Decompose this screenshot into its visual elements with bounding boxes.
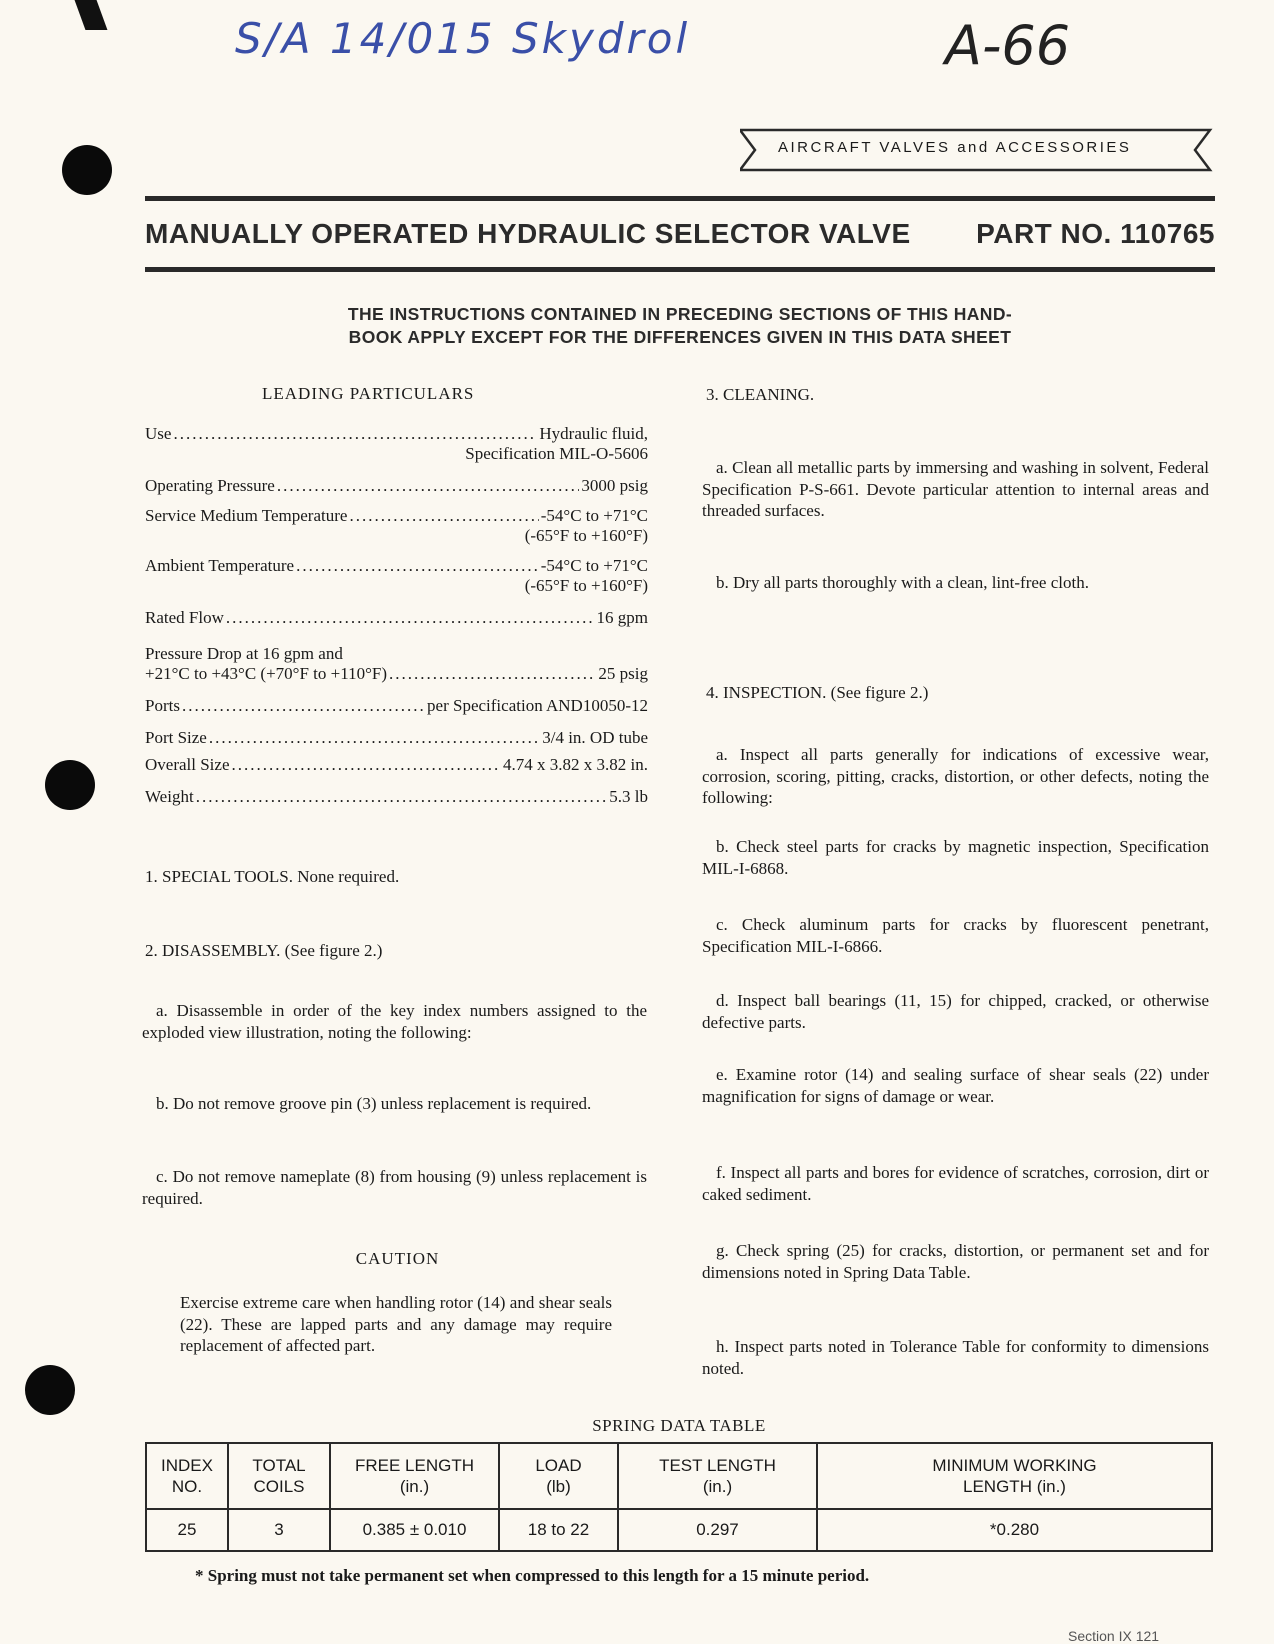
- header-coils: TOTAL COILS: [228, 1443, 330, 1509]
- header-test-length: TEST LENGTH (in.): [618, 1443, 817, 1509]
- particular-value: 25 psig: [598, 664, 648, 683]
- spring-data-table: [145, 1442, 1213, 1552]
- table-row: [146, 1509, 1212, 1551]
- header-load: LOAD (lb): [499, 1443, 618, 1509]
- particular-subvalue: (-65°F to +160°F): [524, 576, 648, 595]
- particular-value: 3/4 in. OD tube: [542, 728, 648, 747]
- page-footer: Section IX 121: [1068, 1628, 1160, 1644]
- particular-row: [145, 556, 648, 596]
- title-main: MANUALLY OPERATED HYDRAULIC SELECTOR VALVE: [145, 218, 911, 249]
- section-special-tools: 1. SPECIAL TOOLS. None required.: [145, 867, 400, 886]
- particular-value: 5.3 lb: [609, 787, 648, 806]
- table-footnote: * Spring must not take permanent set when compressed to this length for a 15 minute period.: [195, 1566, 870, 1585]
- dot-leader: [232, 755, 502, 775]
- punch-hole: [45, 760, 95, 810]
- intro-line: BOOK APPLY EXCEPT FOR THE DIFFERENCES GIVEN IN THIS DATA SHEET: [348, 327, 1012, 347]
- disassembly-c: c. Do not remove nameplate (8) from housing (9) unless replacement is required.: [142, 1167, 647, 1208]
- particular-label: Weight: [145, 787, 194, 806]
- inspection-g: g. Check spring (25) for cracks, distortion, or permanent set and for dimensions noted in Spring Data Table.: [702, 1241, 1209, 1282]
- particular-label: Ambient Temperature: [145, 556, 295, 575]
- particular-value: Hydraulic fluid,: [539, 424, 648, 443]
- section-inspection: 4. INSPECTION. (See figure 2.): [706, 683, 929, 702]
- caution-text: Exercise extreme care when handling rotor (14) and shear seals (22). These are lapped parts and any damage may require replacement of affected part.: [180, 1293, 612, 1355]
- particular-value: -54°C to +71°C: [540, 506, 648, 525]
- inspection-e: e. Examine rotor (14) and sealing surface of shear seals (22) under magnification for signs of damage or wear.: [702, 1065, 1209, 1106]
- dot-leader: [389, 664, 596, 684]
- dot-leader: [196, 787, 608, 807]
- section-cleaning: 3. CLEANING.: [706, 385, 815, 404]
- header-index: INDEX NO.: [146, 1443, 228, 1509]
- cell-min-working-length: *0.280: [817, 1509, 1212, 1551]
- category-banner: [740, 128, 1215, 172]
- particular-value: 4.74 x 3.82 x 3.82 in.: [503, 755, 648, 774]
- particular-row: [145, 608, 648, 628]
- particular-row: [145, 644, 648, 684]
- dot-leader: [173, 424, 537, 444]
- cell-free-length: 0.385 ± 0.010: [330, 1509, 499, 1551]
- particular-label: Service Medium Temperature: [145, 506, 348, 525]
- inspection-d: d. Inspect ball bearings (11, 15) for chipped, cracked, or otherwise defective parts.: [702, 991, 1209, 1032]
- dot-leader: [182, 696, 425, 716]
- cell-coils: 3: [228, 1509, 330, 1551]
- particular-row: [145, 476, 648, 496]
- binder-mark: [75, 0, 108, 30]
- title-part-number: PART NO. 110765: [976, 218, 1215, 249]
- inspection-f: f. Inspect all parts and bores for evidence of scratches, corrosion, dirt or caked sediment.: [702, 1163, 1209, 1204]
- particular-value: 16 gpm: [596, 608, 648, 627]
- handwritten-note: S/A 14/015 Skydrol: [235, 14, 691, 63]
- banner-text: AIRCRAFT VALVES and ACCESSORIES: [778, 139, 1132, 156]
- dot-leader: [349, 506, 538, 526]
- cleaning-a: a. Clean all metallic parts by immersing and washing in solvent, Federal Specification P-S-661. Devote particular attention to internal areas and threaded surfaces.: [702, 458, 1209, 520]
- particular-label: Operating Pressure: [145, 476, 275, 495]
- particular-label: Overall Size: [145, 755, 230, 774]
- particular-row: [145, 696, 648, 716]
- particular-label: Ports: [145, 696, 180, 715]
- cell-test-length: 0.297: [618, 1509, 817, 1551]
- inspection-b: b. Check steel parts for cracks by magnetic inspection, Specification MIL-I-6868.: [702, 837, 1209, 878]
- table-header-row: [146, 1443, 1212, 1509]
- handwritten-ref: A-66: [945, 14, 1071, 77]
- inspection-c: c. Check aluminum parts for cracks by fluorescent penetrant, Specification MIL-I-6866.: [702, 915, 1209, 956]
- particular-row: [145, 728, 648, 748]
- disassembly-a: a. Disassemble in order of the key index numbers assigned to the exploded view illustration, noting the following:: [142, 1001, 647, 1042]
- cleaning-b: b. Dry all parts thoroughly with a clean, lint-free cloth.: [716, 573, 1089, 592]
- top-rule: [145, 196, 1215, 201]
- particular-value: 3000 psig: [581, 476, 648, 495]
- intro-line: THE INSTRUCTIONS CONTAINED IN PRECEDING SECTIONS OF THIS HAND-: [347, 304, 1013, 324]
- page-title: [145, 218, 1215, 250]
- particular-label: +21°C to +43°C (+70°F to +110°F): [145, 664, 388, 683]
- particular-row: [145, 424, 648, 464]
- spring-table-title: SPRING DATA TABLE: [592, 1416, 766, 1435]
- particular-row: [145, 787, 648, 807]
- cell-index: 25: [146, 1509, 228, 1551]
- caution-heading: CAUTION: [355, 1249, 440, 1268]
- punch-hole: [25, 1365, 75, 1415]
- particular-label: Use: [145, 424, 172, 443]
- dot-leader: [296, 556, 539, 576]
- particular-subvalue: (-65°F to +160°F): [524, 526, 648, 545]
- disassembly-b: b. Do not remove groove pin (3) unless replacement is required.: [156, 1094, 592, 1113]
- particular-label: Rated Flow: [145, 608, 224, 627]
- particular-value: -54°C to +71°C: [540, 556, 648, 575]
- dot-leader: [226, 608, 595, 628]
- punch-hole: [62, 145, 112, 195]
- particular-label: Port Size: [145, 728, 207, 747]
- header-min-working-length: MINIMUM WORKING LENGTH (in.): [817, 1443, 1212, 1509]
- particular-row: [145, 506, 648, 546]
- section-disassembly: 2. DISASSEMBLY. (See figure 2.): [145, 941, 383, 960]
- particular-subvalue: Specification MIL-O-5606: [465, 444, 648, 463]
- particular-row: [145, 755, 648, 775]
- inspection-h: h. Inspect parts noted in Tolerance Table for conformity to dimensions noted.: [702, 1337, 1209, 1378]
- intro-notice: [200, 303, 1160, 349]
- dot-leader: [277, 476, 580, 496]
- header-free-length: FREE LENGTH (in.): [330, 1443, 499, 1509]
- leading-particulars-heading: LEADING PARTICULARS: [262, 384, 475, 403]
- particular-pre: Pressure Drop at 16 gpm and: [145, 644, 343, 663]
- bottom-rule: [145, 267, 1215, 272]
- cell-load: 18 to 22: [499, 1509, 618, 1551]
- dot-leader: [209, 728, 540, 748]
- inspection-a: a. Inspect all parts generally for indications of excessive wear, corrosion, scoring, pitting, cracks, distortion, or other defects, noting the following:: [702, 745, 1209, 807]
- particular-value: per Specification AND10050-12: [427, 696, 648, 715]
